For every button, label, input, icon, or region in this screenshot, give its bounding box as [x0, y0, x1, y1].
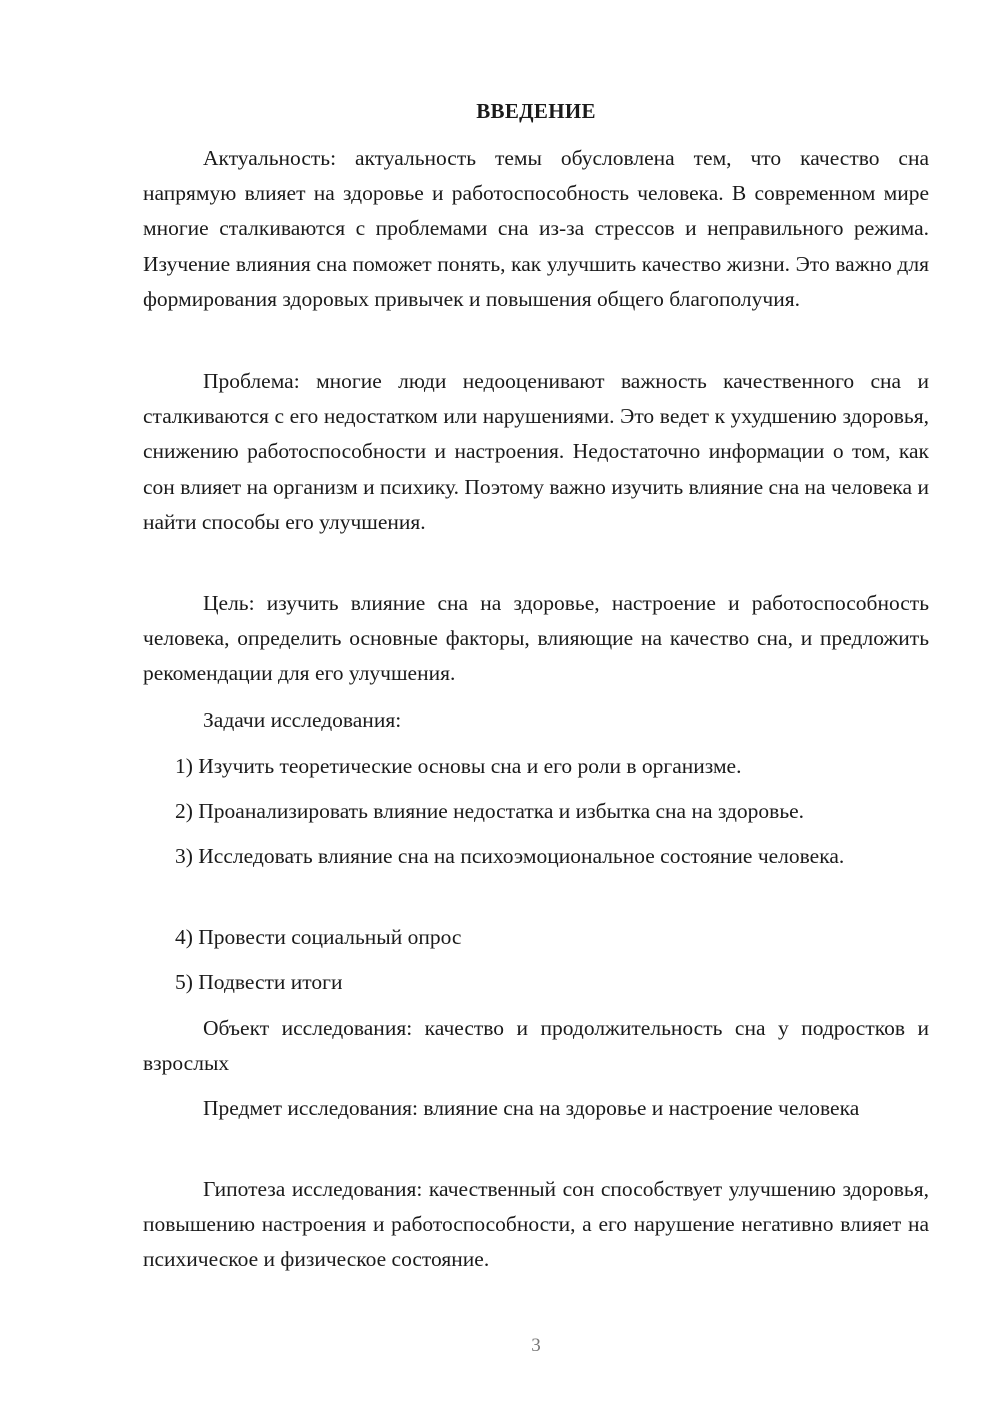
paragraph-subject: Предмет исследования: влияние сна на здоровье и настроение человека [203, 1096, 860, 1120]
paragraph-object: Объект исследования: качество и продолжительность сна у подростков и взрослых [143, 1016, 929, 1076]
task-item-1: 1) Изучить теоретические основы сна и его роли в организме. [175, 754, 742, 778]
page-title: ВВЕДЕНИЕ [476, 99, 596, 123]
paragraph-hypothesis: Гипотеза исследования: качественный сон способствует улучшению здоровья, повышению настроения и работоспособности, а его нарушение негативно влияет на психическое и физическое состояние. [143, 1177, 929, 1272]
page-number: 3 [531, 1335, 541, 1356]
task-item-3: 3) Исследовать влияние сна на психоэмоциональное состояние человека. [175, 844, 845, 868]
task-item-2: 2) Проанализировать влияние недостатка и избытка сна на здоровье. [175, 799, 805, 823]
task-item-4: 4) Провести социальный опрос [175, 925, 462, 949]
paragraph-goal: Цель: изучить влияние сна на здоровье, настроение и работоспособность человека, определить основные факторы, влияющие на качество сна, и предложить рекомендации для его улучшения. [143, 591, 929, 686]
paragraph-relevance: Актуальность: актуальность темы обусловлена тем, что качество сна напрямую влияет на здоровье и работоспособность человека. В современном мире многие сталкиваются с проблемами сна из-за стрессов и неправильного режима. Изучение влияния сна поможет понять, как улучшить качество жизни. Это важно для формирования здоровых привычек и повышения общего благополучия. [143, 146, 929, 311]
paragraph-problem: Проблема: многие люди недооценивают важность качественного сна и сталкиваются с его недостатком или нарушениями. Это ведет к ухудшению здоровья, снижению работоспособности и настроения. Недостаточно информации о том, как сон влияет на организм и психику. Поэтому важно изучить влияние сна на человека и найти способы его улучшения. [143, 369, 929, 534]
tasks-title: Задачи исследования: [203, 708, 402, 732]
task-item-5: 5) Подвести итоги [175, 970, 343, 994]
